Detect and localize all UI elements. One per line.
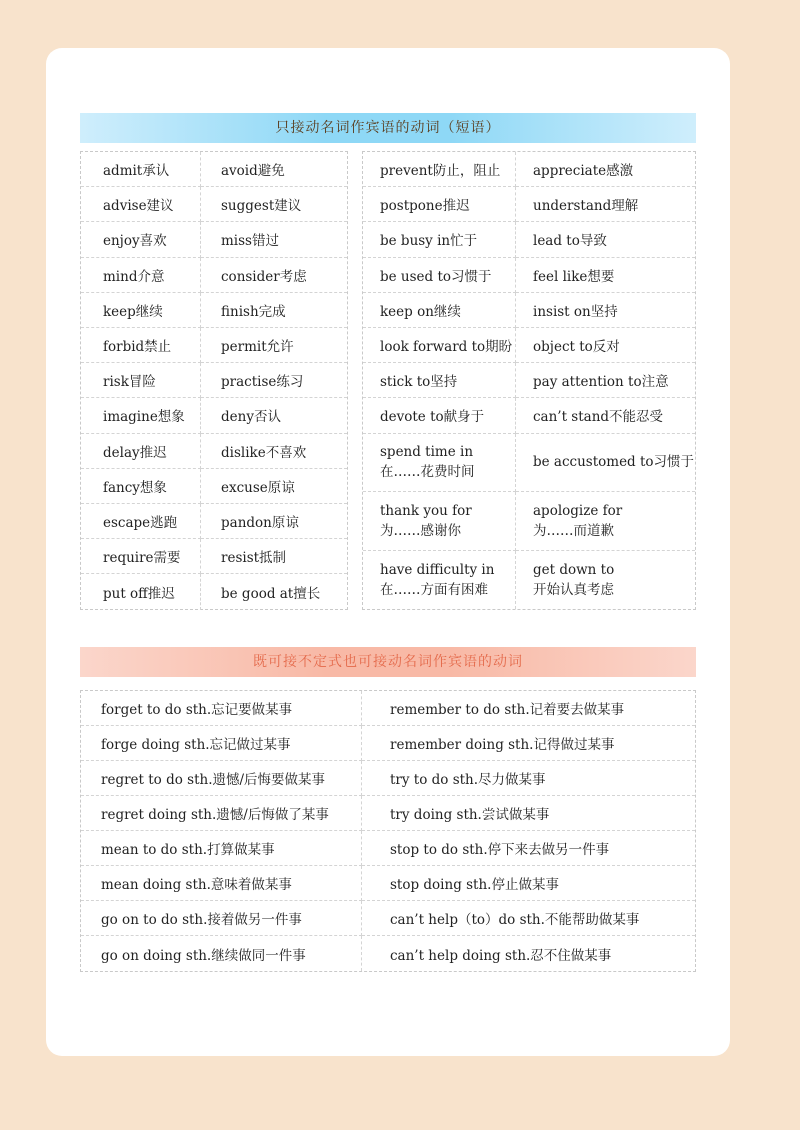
verb-cell-line: 为……而道歉	[533, 522, 614, 539]
verb-cell: insist on坚持	[516, 293, 695, 328]
verb-cell: deny否认	[201, 398, 347, 433]
section1-title: 只接动名词作宾语的动词（短语）	[80, 113, 696, 143]
verb-cell: require需要	[81, 539, 201, 574]
verb-cell: finish完成	[201, 293, 347, 328]
verb-usage-cell: mean to do sth.打算做某事	[81, 831, 362, 866]
verb-cell-line: have difficulty in	[380, 561, 495, 578]
verb-cell: feel like想要	[516, 258, 695, 293]
verb-cell: can’t stand不能忍受	[516, 398, 695, 433]
verb-cell: appreciate感激	[516, 152, 695, 187]
verb-cell-line: be accustomed to习惯于	[533, 454, 695, 471]
verb-cell	[363, 434, 516, 492]
verb-cell-line: 在……花费时间	[380, 464, 475, 481]
verb-cell: keep继续	[81, 293, 201, 328]
verb-cell: dislike不喜欢	[201, 434, 347, 469]
verb-cell: stick to坚持	[363, 363, 516, 398]
verb-usage-cell: go on doing sth.继续做同一件事	[81, 936, 362, 971]
verb-cell: fancy想象	[81, 469, 201, 504]
verb-cell-line: apologize for	[533, 502, 623, 519]
verb-cell: delay推迟	[81, 434, 201, 469]
verb-usage-cell: go on to do sth.接着做另一件事	[81, 901, 362, 936]
verb-usage-cell: mean doing sth.意味着做某事	[81, 866, 362, 901]
verb-cell: miss错过	[201, 222, 347, 257]
verb-cell: put off推迟	[81, 574, 201, 609]
verb-usage-cell: try to do sth.尽力做某事	[362, 761, 695, 796]
verb-usage-cell: forget to do sth.忘记要做某事	[81, 691, 362, 726]
verb-cell: pay attention to注意	[516, 363, 695, 398]
verb-cell: consider考虑	[201, 258, 347, 293]
verb-cell	[516, 551, 695, 609]
verb-cell: object to反对	[516, 328, 695, 363]
verb-usage-cell: stop to do sth.停下来去做另一件事	[362, 831, 695, 866]
verb-usage-cell: remember doing sth.记得做过某事	[362, 726, 695, 761]
verb-cell: prevent防止，阻止	[363, 152, 516, 187]
verb-cell: postpone推迟	[363, 187, 516, 222]
section2-title: 既可接不定式也可接动名词作宾语的动词	[80, 647, 696, 677]
section2-table	[80, 690, 696, 972]
verb-cell: advise建议	[81, 187, 201, 222]
verb-cell	[516, 434, 695, 492]
verb-usage-cell: remember to do sth.记着要去做某事	[362, 691, 695, 726]
verb-cell: devote to献身于	[363, 398, 516, 433]
verb-usage-cell: can’t help doing sth.忍不住做某事	[390, 947, 612, 964]
verb-cell-line: 在……方面有困难	[380, 581, 488, 598]
verb-cell	[363, 551, 516, 609]
verb-cell: resist抵制	[201, 539, 347, 574]
verb-cell: be busy in忙于	[363, 222, 516, 257]
verb-cell: admit承认	[81, 152, 201, 187]
section1-right-table	[362, 151, 696, 610]
verb-cell: practise练习	[201, 363, 347, 398]
verb-cell: forbid禁止	[81, 328, 201, 363]
verb-cell: pandon原谅	[201, 504, 347, 539]
verb-cell-line: thank you for	[380, 502, 472, 519]
verb-cell-line: get down to	[533, 561, 615, 578]
verb-cell	[516, 492, 695, 550]
verb-cell: be good at擅长	[221, 585, 321, 602]
verb-cell: keep on继续	[363, 293, 516, 328]
verb-cell-line: spend time in	[380, 444, 474, 461]
verb-cell: mind介意	[81, 258, 201, 293]
verb-cell: look forward to期盼	[363, 328, 516, 363]
verb-usage-cell: regret to do sth.遗憾/后悔要做某事	[81, 761, 362, 796]
verb-cell: permit允许	[201, 328, 347, 363]
verb-cell: escape逃跑	[81, 504, 201, 539]
verb-cell: suggest建议	[201, 187, 347, 222]
verb-usage-cell: stop doing sth.停止做某事	[362, 866, 695, 901]
verb-cell: be used to习惯于	[363, 258, 516, 293]
verb-cell	[363, 492, 516, 550]
verb-cell: understand理解	[516, 187, 695, 222]
section1-left-table	[80, 151, 348, 610]
verb-cell: excuse原谅	[201, 469, 347, 504]
verb-usage-cell: try doing sth.尝试做某事	[362, 796, 695, 831]
verb-cell: lead to导致	[516, 222, 695, 257]
verb-cell: risk冒险	[81, 363, 201, 398]
verb-usage-cell: can’t help（to）do sth.不能帮助做某事	[362, 901, 695, 936]
verb-usage-cell: regret doing sth.遗憾/后悔做了某事	[81, 796, 362, 831]
verb-cell: imagine想象	[81, 398, 201, 433]
verb-cell-line: 开始认真考虑	[533, 581, 614, 598]
verb-cell: avoid避免	[201, 152, 347, 187]
verb-usage-cell: forge doing sth.忘记做过某事	[81, 726, 362, 761]
verb-cell: enjoy喜欢	[81, 222, 201, 257]
verb-cell-line: 为……感谢你	[380, 522, 461, 539]
